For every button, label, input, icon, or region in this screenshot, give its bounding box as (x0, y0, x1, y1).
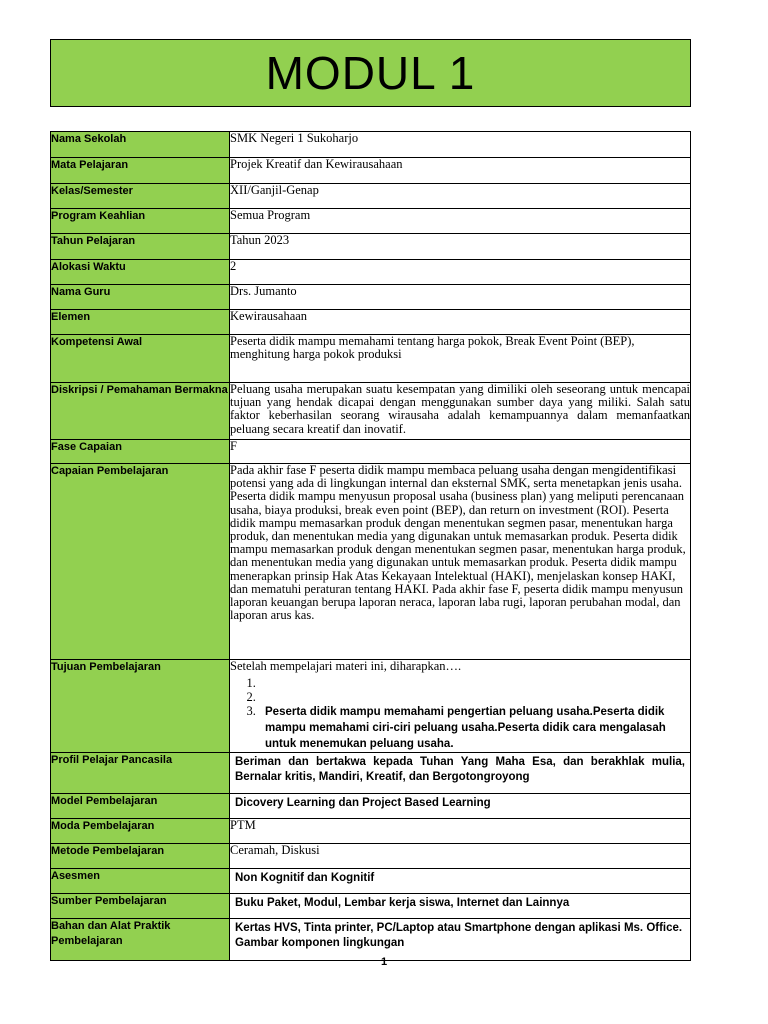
module-info-table (50, 131, 691, 961)
table-row (51, 844, 691, 869)
row-value (230, 660, 691, 753)
table-row (51, 660, 691, 753)
row-label: Kompetensi Awal (51, 335, 230, 383)
table-row (51, 260, 691, 285)
row-label: Nama Guru (51, 285, 230, 310)
row-value: PTM (230, 819, 691, 844)
tujuan-list (230, 676, 690, 752)
list-item (259, 676, 690, 690)
row-value: Beriman dan bertakwa kepada Tuhan Yang Maha Esa, dan berakhlak mulia, Bernalar kritis, Mandiri, Kreatif, dan Bergotongroyong (230, 753, 691, 794)
table-row (51, 158, 691, 184)
row-value: Non Kognitif dan Kognitif (230, 869, 691, 894)
row-label: Capaian Pembelajaran (51, 464, 230, 660)
tujuan-intro: Setelah mempelajari materi ini, diharapkan…. (230, 659, 462, 673)
row-label: Tahun Pelajaran (51, 234, 230, 260)
row-value: Kewirausahaan (230, 310, 691, 335)
row-label: Bahan dan Alat Praktik Pembelajaran (51, 919, 230, 961)
module-title: MODUL 1 (50, 39, 691, 107)
row-value: Peluang usaha merupakan suatu kesempatan yang dimiliki oleh seseorang untuk mencapai tujuan yang hendak dicapai dengan menggunakan sumber daya yang miliki. Salah satu faktor keberhasilan seorang wirausaha adalah kemampuannya dalam memanfaatkan peluang secara kreatif dan inovatif. (230, 383, 691, 440)
page-number: 1 (380, 956, 388, 968)
row-label: Sumber Pembelajaran (51, 894, 230, 919)
table-row (51, 464, 691, 660)
row-label: Elemen (51, 310, 230, 335)
table-row (51, 819, 691, 844)
table-row (51, 869, 691, 894)
row-value: Tahun 2023 (230, 234, 691, 260)
row-value: Ceramah, Diskusi (230, 844, 691, 869)
row-label: Metode Pembelajaran (51, 844, 230, 869)
row-value: Semua Program (230, 209, 691, 234)
row-value: SMK Negeri 1 Sukoharjo (230, 132, 691, 158)
row-value: Dicovery Learning dan Project Based Learning (230, 794, 691, 819)
table-row (51, 894, 691, 919)
row-value: 2 (230, 260, 691, 285)
row-value: Peserta didik mampu memahami tentang harga pokok, Break Event Point (BEP), menghitung harga pokok produksi (230, 335, 691, 383)
list-item: 3. Peserta didik mampu memahami pengertian peluang usaha.Peserta didik mampu memahami ciri-ciri peluang usaha.Peserta didik cara mengalasah untuk menemukan peluang usaha. (259, 704, 690, 752)
row-label: Fase Capaian (51, 440, 230, 464)
row-value: XII/Ganjil-Genap (230, 184, 691, 209)
table-row (51, 234, 691, 260)
row-label: Asesmen (51, 869, 230, 894)
table-row (51, 335, 691, 383)
table-row (51, 794, 691, 819)
table-row (51, 184, 691, 209)
row-value: Kertas HVS, Tinta printer, PC/Laptop atau Smartphone dengan aplikasi Ms. Office. Gambar komponen lingkungan (230, 919, 691, 961)
table-row (51, 209, 691, 234)
table-row (51, 285, 691, 310)
table-row (51, 440, 691, 464)
row-label: Kelas/Semester (51, 184, 230, 209)
row-label: Moda Pembelajaran (51, 819, 230, 844)
row-value: F (230, 440, 691, 464)
table-row (51, 132, 691, 158)
table-row (51, 753, 691, 794)
row-label: Model Pembelajaran (51, 794, 230, 819)
table-row (51, 383, 691, 440)
row-label: Mata Pelajaran (51, 158, 230, 184)
row-value: Buku Paket, Modul, Lembar kerja siswa, Internet dan Lainnya (230, 894, 691, 919)
row-label: Tujuan Pembelajaran (51, 660, 230, 753)
row-value: Pada akhir fase F peserta didik mampu membaca peluang usaha dengan mengidentifikasi potensi yang ada di lingkungan internal dan eksternal SMK, serta menetapkan jenis usaha. Peserta didik mampu menyusun proposal usaha (business plan) yang meliputi perencanaan usaha, biaya produksi, break even point (BEP), dan return on investment (ROI). Peserta didik mampu memasarkan produk dengan menentukan segmen pasar, menentukan harga produk, dan menentukan media yang digunakan untuk memasarkan produk. Peserta didik mampu memasarkan produk dengan menentukan segmen pasar, menentukan harga produk, dan menentukan media yang digunakan untuk memasarkan produk. Peserta didik mampu menerapkan prinsip Hak Atas Kekayaan Intelektual (HAKI), menjelaskan konsep HAKI, dan mematuhi peraturan tentang HAKI. Pada akhir fase F, peserta didik mampu menyusun laporan keuangan berupa laporan neraca, laporan laba rugi, laporan perubahan modal, dan laporan arus kas. (230, 464, 691, 660)
row-label: Profil Pelajar Pancasila (51, 753, 230, 794)
list-item (259, 690, 690, 704)
row-label: Diskripsi / Pemahaman Bermakna (51, 383, 230, 440)
row-label: Nama Sekolah (51, 132, 230, 158)
table-row (51, 310, 691, 335)
row-value: Projek Kreatif dan Kewirausahaan (230, 158, 691, 184)
row-label: Alokasi Waktu (51, 260, 230, 285)
table-row (51, 919, 691, 961)
row-label: Program Keahlian (51, 209, 230, 234)
row-value: Drs. Jumanto (230, 285, 691, 310)
